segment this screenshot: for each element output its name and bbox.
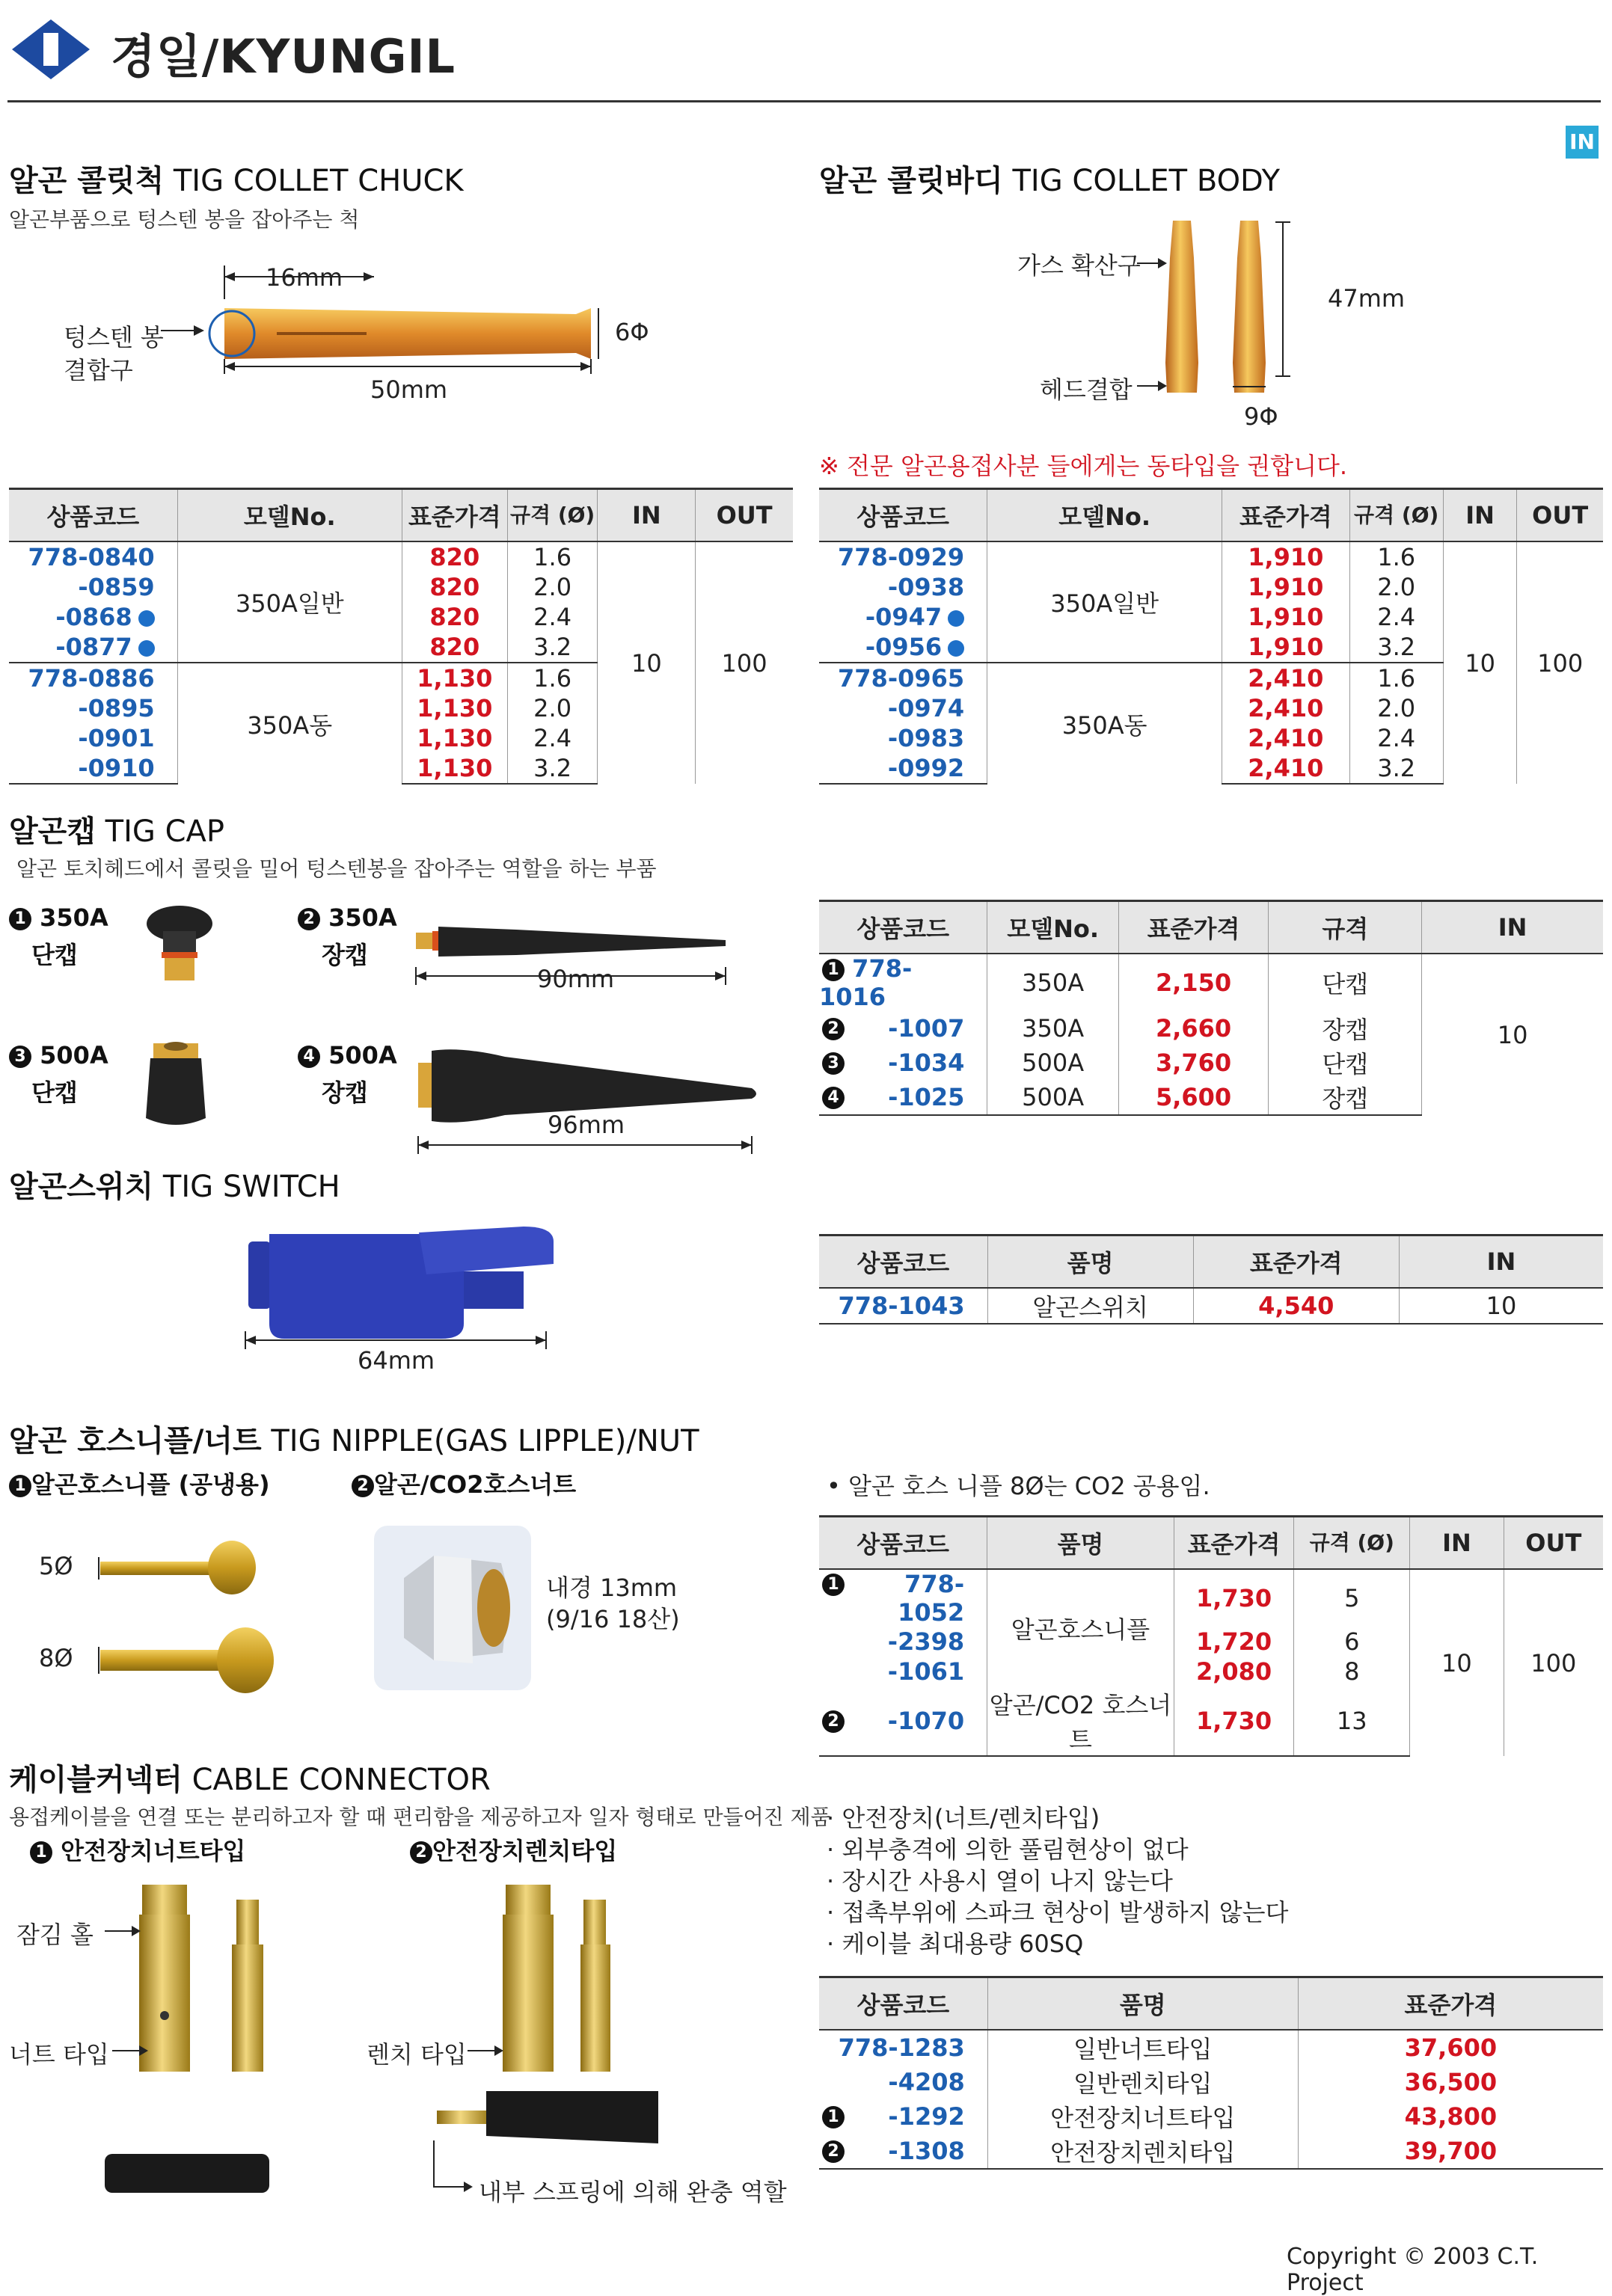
th-code: 상품코드 [819, 1517, 987, 1570]
cap-type: 장캡 [322, 941, 368, 969]
dim-8phi: 8Ø [39, 1644, 73, 1672]
model-cell: 350A동 [987, 663, 1222, 784]
cap-item-1 [9, 903, 108, 932]
lock-hole-label: 잠김 홀 [16, 1921, 94, 1949]
price-cell: 1,730 [1174, 1686, 1293, 1756]
cap-item-2 [298, 903, 397, 932]
th-price: 표준가격 [1118, 901, 1268, 954]
tig-cap-title-ko: 알곤캡 [9, 814, 96, 849]
price-cell: 2,410 [1222, 663, 1349, 693]
name-cell: 알곤호스니플 [987, 1569, 1174, 1686]
product-code: -1025 [888, 1083, 965, 1111]
product-code: -0877 [55, 633, 132, 661]
product-code: -1034 [888, 1049, 965, 1077]
hose-nipple-image [82, 1526, 277, 1698]
name-cell: 일반렌치타입 [987, 2065, 1298, 2099]
spec-cell: 1.6 [1349, 541, 1443, 572]
product-code: -1292 [888, 2102, 965, 2131]
dim-9phi: 9Φ [1244, 402, 1278, 431]
product-code: -0992 [887, 754, 965, 782]
price-cell: 1,130 [402, 753, 507, 784]
spec-cell: 2.0 [507, 693, 598, 723]
nipple-title-ko: 알곤 호스니플/너트 [9, 1424, 262, 1458]
th-price: 표준가격 [1222, 489, 1349, 542]
product-code: 778-0840 [28, 543, 155, 571]
table-row [819, 1288, 1603, 1324]
collet-chuck-subtitle: 알곤부품으로 텅스텐 봉을 잡아주는 척 [9, 207, 360, 232]
product-code: -0956 [865, 633, 943, 661]
collet-chuck-title-en: TIG COLLET CHUCK [173, 164, 464, 198]
th-model: 모델No. [987, 489, 1222, 542]
collet-body-title [819, 157, 1280, 200]
spec-cell: 장캡 [1269, 1011, 1422, 1046]
tig-switch-title-ko: 알곤스위치 [9, 1170, 154, 1204]
model-cell: 350A일반 [987, 541, 1222, 663]
table-row [819, 541, 1603, 572]
th-spec: 규격 (Ø) [1294, 1517, 1410, 1570]
th-out: OUT [696, 489, 793, 542]
spec-cell: 13 [1294, 1686, 1410, 1756]
number-badge: 3 [822, 1052, 845, 1075]
name-cell: 알곤/CO2 호스너트 [987, 1686, 1174, 1756]
collet-body-table [819, 488, 1603, 785]
tungsten-label-2: 결합구 [64, 356, 133, 384]
spec-cell: 2.4 [1349, 723, 1443, 753]
price-cell: 1,910 [1222, 632, 1349, 663]
model-cell: 500A [987, 1080, 1118, 1115]
spec-cell: 2.4 [1349, 602, 1443, 632]
price-cell: 1,720 [1174, 1627, 1293, 1657]
table-row [819, 2134, 1603, 2169]
dot-marker-icon [138, 610, 155, 627]
nut-type-label: 너트 타입 [9, 2040, 109, 2069]
dim-96mm: 96mm [548, 1111, 625, 1139]
product-code: -0910 [78, 754, 155, 782]
price-cell: 36,500 [1298, 2065, 1603, 2099]
th-price: 표준가격 [1298, 1977, 1603, 2031]
dim-6phi: 6Φ [615, 318, 649, 346]
product-code: -0974 [887, 694, 965, 722]
spec-cell: 6 [1294, 1627, 1410, 1657]
model-cell: 350A [987, 1011, 1118, 1046]
th-out: OUT [1517, 489, 1603, 542]
number-badge: 2 [822, 1018, 845, 1040]
tungsten-label-1: 텅스텐 봉 [64, 323, 164, 352]
spec-cell: 단캡 [1269, 1046, 1422, 1080]
collet-body-note: ※ 전문 알곤용접사분 들에게는 동타입을 권합니다. [819, 452, 1348, 480]
table-row [9, 541, 793, 572]
dot-marker-icon [948, 640, 964, 657]
th-model: 모델No. [177, 489, 402, 542]
product-code: -1061 [819, 1657, 987, 1686]
arrow-right-icon [105, 1922, 142, 1940]
tig-cap-subtitle: 알곤 토치헤드에서 콜릿을 밀어 텅스텐봉을 잡아주는 역할을 하는 부품 [16, 856, 657, 881]
spec-cell: 2.4 [507, 723, 598, 753]
th-code: 상품코드 [819, 1236, 987, 1289]
in-cell: 10 [1422, 954, 1603, 1115]
inner-diameter-label: 내경 13mm [546, 1574, 678, 1602]
table-row [819, 2030, 1603, 2065]
tig-switch-image [239, 1212, 569, 1361]
arrow-right-icon [1137, 254, 1167, 272]
spec-cell: 2.0 [1349, 693, 1443, 723]
cable-bullets [827, 1802, 1288, 1959]
cap-size: 500A [40, 1041, 108, 1069]
product-code: 778-1043 [819, 1288, 987, 1324]
number-badge: 2 [352, 1475, 374, 1497]
price-cell: 2,150 [1118, 954, 1268, 1011]
nipple-title [9, 1417, 699, 1460]
th-in: IN [1399, 1236, 1603, 1289]
table-row [819, 2099, 1603, 2134]
cap-type: 단캡 [31, 1078, 78, 1107]
th-out: OUT [1504, 1517, 1603, 1570]
name-cell: 안전장치너트타입 [987, 2099, 1298, 2134]
price-cell: 820 [402, 602, 507, 632]
gas-diffuser-label: 가스 확산구 [1017, 251, 1141, 280]
th-spec: 규격 (Ø) [1349, 489, 1443, 542]
th-in: IN [598, 489, 696, 542]
dim-47mm: 47mm [1328, 284, 1406, 313]
price-cell: 2,080 [1174, 1657, 1293, 1686]
spec-cell: 8 [1294, 1657, 1410, 1686]
product-code: -0895 [78, 694, 155, 722]
in-cell: 10 [598, 541, 696, 784]
price-cell: 37,600 [1298, 2030, 1603, 2065]
spec-cell: 장캡 [1269, 1080, 1422, 1115]
number-badge: 2 [298, 908, 320, 930]
product-code: -0868 [55, 603, 132, 631]
number-badge: 2 [822, 1710, 845, 1733]
spec-cell: 1.6 [507, 663, 598, 693]
cable-title-en: CABLE CONNECTOR [191, 1763, 491, 1797]
number-badge: 1 [822, 2106, 845, 2128]
number-badge: 4 [822, 1087, 845, 1109]
number-badge: 3 [9, 1046, 31, 1068]
th-code: 상품코드 [819, 1977, 987, 2031]
spec-cell: 2.4 [507, 602, 598, 632]
dim-90mm: 90mm [537, 965, 615, 993]
product-code: -0938 [887, 573, 965, 601]
name-cell: 일반너트타입 [987, 2030, 1298, 2065]
callout-arrow-icon [431, 2139, 476, 2199]
spec-cell: 3.2 [1349, 753, 1443, 784]
th-model: 모델No. [987, 901, 1118, 954]
head-joint-label: 헤드결합 [1040, 375, 1133, 404]
tig-switch-title [9, 1163, 340, 1206]
th-name: 품명 [987, 1236, 1193, 1289]
spec-cell: 1.6 [1349, 663, 1443, 693]
number-badge: 2 [822, 2140, 845, 2163]
th-name: 품명 [987, 1517, 1174, 1570]
cap-500a-long-image [415, 1043, 767, 1163]
price-cell: 39,700 [1298, 2134, 1603, 2169]
page-title: 경일/KYUNGIL [111, 29, 456, 84]
tig-switch-table [819, 1234, 1603, 1325]
price-cell: 1,130 [402, 723, 507, 753]
cap-350a-short-image [135, 901, 224, 991]
cable-table [819, 1976, 1603, 2170]
product-code: 778-1016 [819, 954, 913, 1011]
copyright: Copyright © 2003 C.T. Project [1287, 2244, 1539, 2296]
spec-cell: 1.6 [507, 541, 598, 572]
model-cell: 350A [987, 954, 1118, 1011]
th-in: IN [1410, 1517, 1504, 1570]
number-badge: 1 [30, 1841, 52, 1864]
in-cell: 10 [1410, 1569, 1504, 1756]
nipple-table [819, 1515, 1603, 1757]
product-code: 778-0886 [28, 664, 155, 693]
th-code: 상품코드 [819, 901, 987, 954]
cap-size: 350A [40, 903, 108, 932]
cable-item-2-label: 안전장치렌치타입 [432, 1837, 618, 1865]
cap-size: 350A [328, 903, 397, 932]
cable-subtitle: 용접케이블을 연결 또는 분리하고자 할 때 편리함을 제공하고자 일자 형태로 만들어진 제품 [9, 1805, 831, 1829]
table-row [819, 2065, 1603, 2099]
price-cell: 820 [402, 541, 507, 572]
cap-type: 장캡 [322, 1078, 368, 1107]
collet-chuck-table [9, 488, 793, 785]
price-cell: 1,910 [1222, 541, 1349, 572]
cable-item-1-label: 안전장치너트타입 [61, 1837, 246, 1865]
dim-64mm: 64mm [358, 1346, 435, 1375]
table-row [819, 1569, 1603, 1627]
product-code: 778-1283 [819, 2030, 987, 2065]
number-badge: 1 [822, 959, 845, 981]
product-code: 778-0929 [838, 543, 965, 571]
tig-switch-title-en: TIG SWITCH [162, 1170, 340, 1204]
price-cell: 2,660 [1118, 1011, 1268, 1046]
in-cell: 10 [1399, 1288, 1603, 1324]
th-in: IN [1443, 489, 1516, 542]
collet-chuck-title-ko: 알곤 콜릿척 [9, 164, 165, 198]
product-code: 778-0965 [838, 664, 965, 693]
hose-nut-image [374, 1526, 531, 1690]
price-cell: 2,410 [1222, 753, 1349, 784]
in-badge: IN [1566, 126, 1599, 159]
out-cell: 100 [1504, 1569, 1603, 1756]
product-code: -4208 [819, 2065, 987, 2099]
price-cell: 1,130 [402, 693, 507, 723]
spec-cell: 2.0 [507, 572, 598, 602]
spring-label: 내부 스프링에 의해 완충 역할 [479, 2178, 787, 2206]
brand-logo-icon [9, 16, 93, 82]
price-cell: 1,910 [1222, 602, 1349, 632]
product-code: -0947 [865, 603, 943, 631]
tig-cap-title [9, 808, 224, 850]
in-cell: 10 [1443, 541, 1516, 784]
price-cell: 43,800 [1298, 2099, 1603, 2134]
arrow-right-icon [468, 2042, 505, 2060]
out-cell: 100 [696, 541, 793, 784]
thread-label: (9/16 18산) [546, 1605, 680, 1633]
nipple-item-2-label: 알곤/CO2호스너트 [374, 1470, 577, 1499]
header-divider [7, 100, 1601, 102]
dim-16mm: 16mm [266, 263, 343, 292]
spec-cell: 2.0 [1349, 572, 1443, 602]
nipple-note: • 알곤 호스 니플 8Ø는 CO2 공용임. [827, 1472, 1210, 1500]
dot-marker-icon [138, 640, 155, 657]
bullet-item: · 접촉부위에 스파크 현상이 발생하지 않는다 [827, 1898, 1289, 1927]
spec-cell: 3.2 [1349, 632, 1443, 663]
arrow-right-icon [1137, 377, 1167, 395]
price-cell: 2,410 [1222, 693, 1349, 723]
dim-5phi: 5Ø [39, 1552, 73, 1580]
product-code: -2398 [819, 1627, 987, 1657]
collet-body-title-en: TIG COLLET BODY [1012, 164, 1281, 198]
nipple-item-2 [352, 1466, 576, 1500]
collet-body-image [1152, 213, 1346, 408]
number-badge: 4 [298, 1046, 320, 1068]
product-code: -1070 [887, 1707, 965, 1735]
number-badge: 1 [9, 908, 31, 930]
price-cell: 1,910 [1222, 572, 1349, 602]
price-cell: 1,130 [402, 663, 507, 693]
model-cell: 350A동 [177, 663, 402, 784]
cap-item-4 [298, 1041, 397, 1069]
tig-cap-table [819, 900, 1603, 1116]
bullet-item: · 장시간 사용시 열이 나지 않는다 [827, 1867, 1173, 1895]
th-price: 표준가격 [402, 489, 507, 542]
wrench-type-label: 렌치 타입 [367, 2040, 467, 2069]
bullet-item: · 케이블 최대용량 60SQ [827, 1930, 1084, 1958]
price-cell: 820 [402, 572, 507, 602]
nipple-item-1-label: 알곤호스니플 (공냉용) [31, 1470, 270, 1499]
bullet-item: · 안전장치(너트/렌치타입) [827, 1804, 1100, 1832]
table-row [819, 954, 1603, 1011]
model-cell: 350A일반 [177, 541, 402, 663]
th-code: 상품코드 [9, 489, 177, 542]
th-spec: 규격 [1269, 901, 1422, 954]
product-code: -1007 [888, 1014, 965, 1043]
cable-item-2 [410, 1832, 617, 1867]
arrow-right-icon [112, 2042, 150, 2060]
collet-chuck-title [9, 157, 464, 200]
price-cell: 820 [402, 632, 507, 663]
name-cell: 안전장치렌치타입 [987, 2134, 1298, 2169]
product-code: -0859 [78, 573, 155, 601]
product-code: -1308 [888, 2137, 965, 2165]
spec-cell: 3.2 [507, 753, 598, 784]
price-cell: 3,760 [1118, 1046, 1268, 1080]
bullet-item: · 외부충격에 의한 풀림현상이 없다 [827, 1835, 1189, 1864]
nipple-item-1 [9, 1466, 270, 1500]
cap-item-3 [9, 1041, 108, 1069]
product-code: 778-1052 [898, 1570, 965, 1627]
product-code: -0901 [78, 724, 155, 752]
cable-title-ko: 케이블커넥터 [9, 1763, 183, 1797]
nipple-title-en: TIG NIPPLE(GAS LIPPLE)/NUT [271, 1424, 699, 1458]
th-code: 상품코드 [819, 489, 987, 542]
number-badge: 1 [822, 1574, 845, 1596]
out-cell: 100 [1517, 541, 1603, 784]
number-badge: 2 [410, 1841, 432, 1864]
arrow-right-icon [161, 322, 206, 340]
th-price: 표준가격 [1174, 1517, 1293, 1570]
th-in: IN [1422, 901, 1603, 954]
collet-body-title-ko: 알곤 콜릿바디 [819, 164, 1003, 198]
product-code: -0983 [887, 724, 965, 752]
spec-cell: 5 [1294, 1569, 1410, 1627]
cap-500a-short-image [138, 1036, 213, 1133]
dot-marker-icon [948, 610, 964, 627]
name-cell: 알곤스위치 [987, 1288, 1193, 1324]
th-spec: 규격 (Ø) [507, 489, 598, 542]
spec-cell: 3.2 [507, 632, 598, 663]
th-price: 표준가격 [1193, 1236, 1399, 1289]
cap-size: 500A [328, 1041, 397, 1069]
price-cell: 4,540 [1193, 1288, 1399, 1324]
spec-cell: 단캡 [1269, 954, 1422, 1011]
dim-50mm: 50mm [370, 375, 448, 404]
number-badge: 1 [9, 1475, 31, 1497]
cable-title [9, 1756, 491, 1799]
price-cell: 5,600 [1118, 1080, 1268, 1115]
cable-item-1 [30, 1832, 245, 1867]
price-cell: 1,730 [1174, 1569, 1293, 1627]
cap-type: 단캡 [31, 941, 78, 969]
tig-cap-title-en: TIG CAP [105, 814, 224, 849]
model-cell: 500A [987, 1046, 1118, 1080]
th-name: 품명 [987, 1977, 1298, 2031]
price-cell: 2,410 [1222, 723, 1349, 753]
